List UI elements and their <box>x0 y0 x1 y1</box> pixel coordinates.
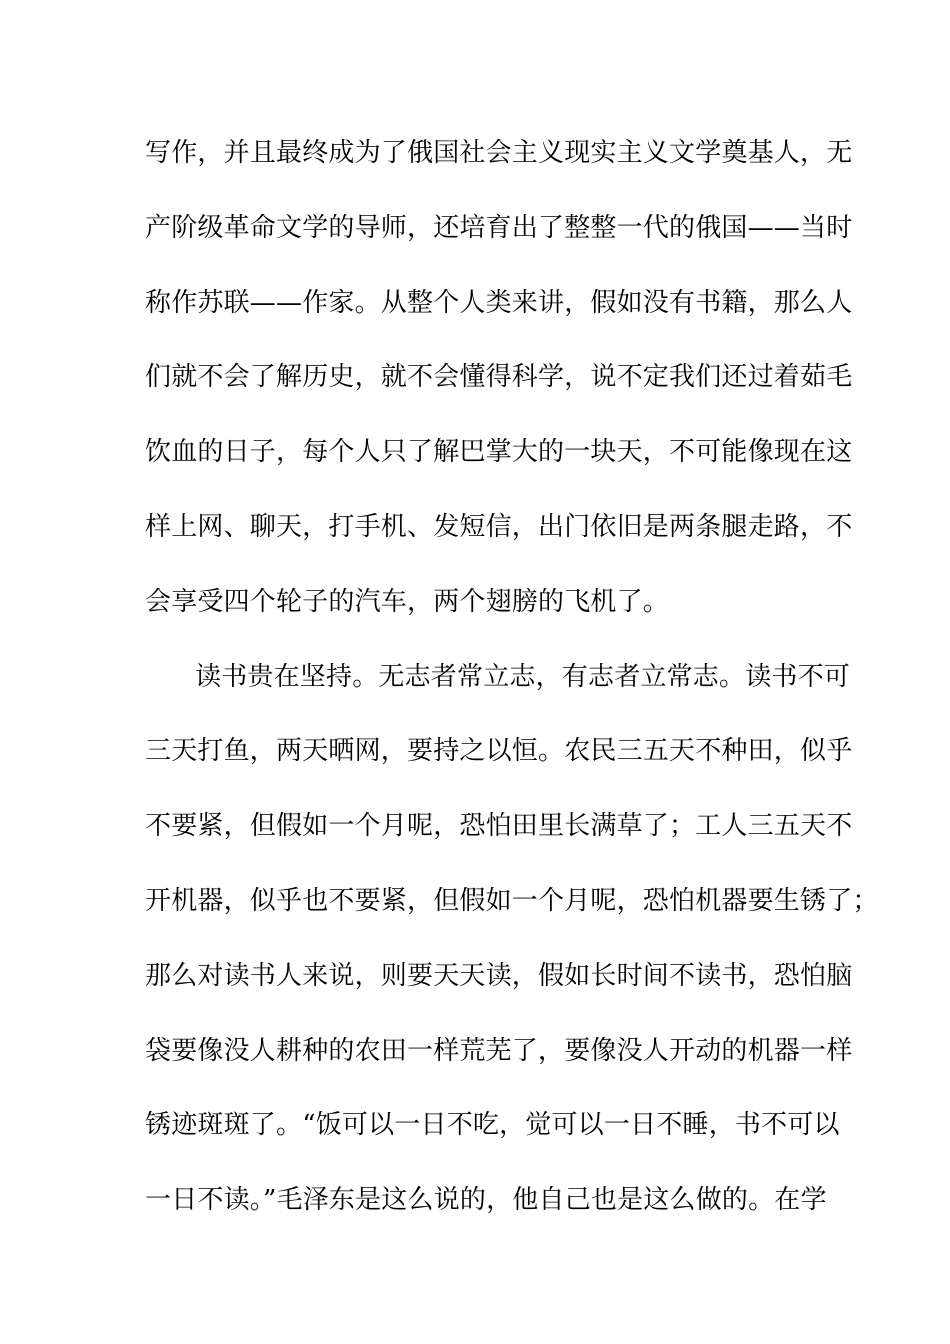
text-line: 样上网、聊天，打手机、发短信，出门依旧是两条腿走路，不 <box>145 511 853 542</box>
body-text <box>145 128 879 1250</box>
text-line: 那么对读书人来说，则要天天读，假如长时间不读书，恐怕脑 <box>145 960 853 991</box>
text-line: 袋要像没人耕种的农田一样荒芜了，要像没人开动的机器一样 <box>145 1035 853 1066</box>
text-line: 锈迹斑斑了。“饭可以一日不吃，觉可以一日不睡，书不可以 <box>145 1110 840 1141</box>
text-line: 写作，并且最终成为了俄国社会主义现实主义文学奠基人，无 <box>145 138 853 168</box>
text-line: 不要紧，但假如一个月呢，恐怕田里长满草了；工人三五天不 <box>145 811 853 842</box>
text-line: 一日不读。”毛泽东是这么说的，他自己也是这么做的。在学 <box>145 1185 827 1216</box>
text-line: 开机器，似乎也不要紧，但假如一个月呢，恐怕机器要生锈了； <box>145 885 879 916</box>
text-line: 会享受四个轮子的汽车，两个翅膀的飞机了。 <box>145 586 670 617</box>
text-line: 饮血的日子，每个人只了解巴掌大的一块天，不可能像现在这 <box>145 437 853 468</box>
text-line: 产阶级革命文学的导师，还培育出了整整一代的俄国——当时 <box>145 212 853 243</box>
text-line: 三天打鱼，两天晒网，要持之以恒。农民三五天不种田，似乎 <box>145 736 853 767</box>
text-line: 称作苏联——作家。从整个人类来讲，假如没有书籍，那么人 <box>145 287 853 318</box>
text-line: 们就不会了解历史，就不会懂得科学，说不定我们还过着茹毛 <box>145 362 853 393</box>
paragraph-start-line: 读书贵在坚持。无志者常立志，有志者立常志。读书不可 <box>195 661 851 692</box>
